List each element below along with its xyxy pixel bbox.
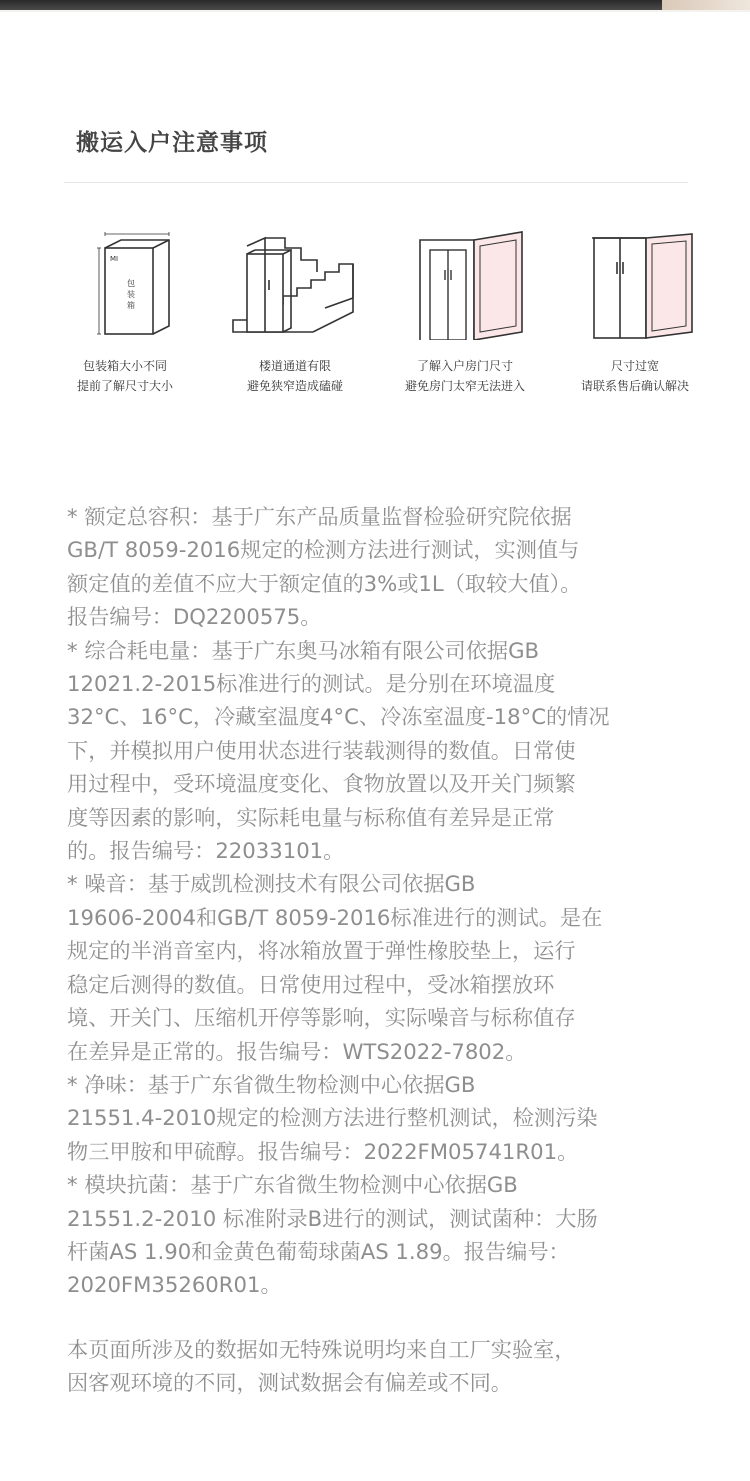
note-line: 21551.2-2010 标准附录B进行的测试，测试菌种：大肠 xyxy=(67,1205,598,1231)
note-line: 12021.2-2015标准进行的测试。是分别在环境温度 xyxy=(67,671,556,697)
wide-fridge-icon xyxy=(570,228,700,340)
note-line: 报告编号：DQ2200575。 xyxy=(67,604,322,630)
test-notes xyxy=(67,500,707,1302)
note-line: 额定值的差值不应大于额定值的3%或1L（取较大值）。 xyxy=(67,570,582,596)
note-line: 下，并模拟用户使用状态进行装载测得的数值。日常使 xyxy=(67,737,576,763)
note-line: 2020FM35260R01。 xyxy=(67,1272,282,1298)
section-title: 搬运入户注意事项 xyxy=(76,130,268,156)
tip-door-size xyxy=(380,228,550,396)
tip-too-wide xyxy=(550,228,720,396)
disclaimer-line: 本页面所涉及的数据如无特殊说明均来自工厂实验室， xyxy=(67,1337,576,1362)
svg-text:装: 装 xyxy=(127,290,135,299)
svg-text:箱: 箱 xyxy=(127,301,135,310)
note-line: * 噪音：基于威凯检测技术有限公司依据GB xyxy=(67,871,476,897)
note-line: 的。报告编号：22033101。 xyxy=(67,838,345,864)
delivery-tips-icons xyxy=(40,228,720,418)
svg-text:MI: MI xyxy=(110,255,119,263)
note-line: 19606-2004和GB/T 8059-2016标准进行的测试。是在 xyxy=(67,904,603,930)
tip-caption: 尺寸过宽 请联系售后确认解决 xyxy=(580,359,689,393)
note-line: GB/T 8059-2016规定的检测方法进行测试，实测值与 xyxy=(67,537,580,563)
note-line: 规定的半消音室内，将冰箱放置于弹性橡胶垫上，运行 xyxy=(67,938,576,964)
note-line: * 净味：基于广东省微生物检测中心依据GB xyxy=(67,1071,476,1097)
door-fridge-icon xyxy=(400,228,530,340)
tip-caption: 了解入户房门尺寸 避免房门太窄无法进入 xyxy=(404,359,525,393)
disclaimer xyxy=(67,1333,707,1400)
svg-text:包: 包 xyxy=(127,279,135,288)
note-line: 21551.4-2010规定的检测方法进行整机测试，检测污染 xyxy=(67,1105,598,1131)
note-line: * 综合耗电量：基于广东奥马冰箱有限公司依据GB xyxy=(67,637,540,663)
tip-caption: 包装箱大小不同 提前了解尺寸大小 xyxy=(76,359,173,393)
stairway-icon xyxy=(225,228,365,340)
packing-box-icon xyxy=(65,228,185,340)
note-line: 境、开关门、压缩机开停等影响，实际噪音与标称值存 xyxy=(67,1005,576,1031)
note-line: 32°C、16°C，冷藏室温度4°C、冷冻室温度-18°C的情况 xyxy=(67,704,610,730)
note-line: 稳定后测得的数值。日常使用过程中，受冰箱摆放环 xyxy=(67,971,555,997)
note-line: 用过程中，受环境温度变化、食物放置以及开关门频繁 xyxy=(67,771,576,797)
disclaimer-line: 因客观环境的不同，测试数据会有偏差或不同。 xyxy=(67,1370,512,1396)
top-product-image-edge xyxy=(0,0,750,12)
note-line: 物三甲胺和甲硫醇。报告编号：2022FM05741R01。 xyxy=(67,1138,579,1164)
note-line: * 额定总容积：基于广东产品质量监督检验研究院依据 xyxy=(67,504,572,529)
note-line: 杆菌AS 1.90和金黄色葡萄球菌AS 1.89。报告编号： xyxy=(67,1238,570,1264)
tip-stairway xyxy=(210,228,380,396)
tip-caption: 楼道通道有限 避免狭窄造成磕碰 xyxy=(246,359,343,393)
note-line: 在差异是正常的。报告编号：WTS2022-7802。 xyxy=(67,1038,527,1064)
divider xyxy=(64,182,688,183)
note-line: 度等因素的影响，实际耗电量与标称值有差异是正常 xyxy=(67,804,555,830)
tip-box-size xyxy=(40,228,210,396)
note-line: * 模块抗菌：基于广东省微生物检测中心依据GB xyxy=(67,1172,518,1198)
